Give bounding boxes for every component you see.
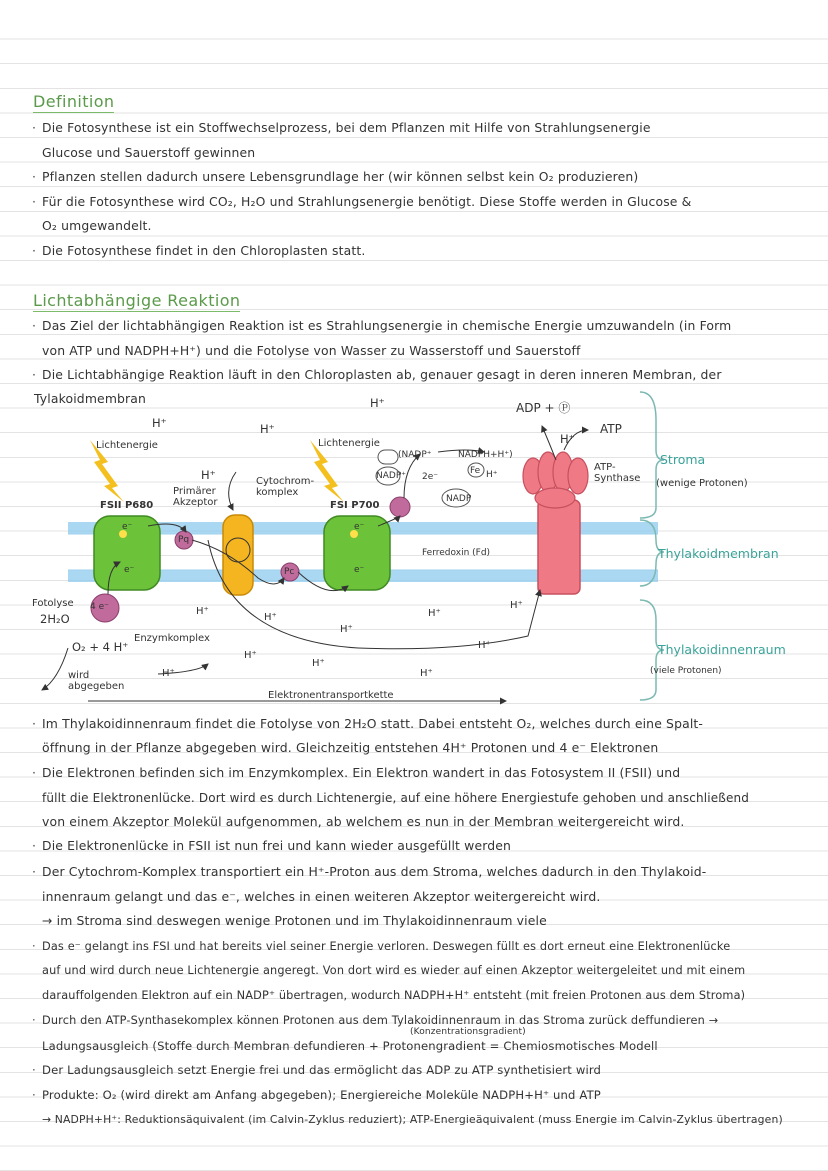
released-label: wird abgegeben — [68, 670, 125, 692]
light-line-2: von ATP und NADPH+H⁺) und die Fotolyse von Wasser zu Wasserstoff und Sauerstoff — [42, 343, 581, 358]
explain-line-1: · Im Thylakoidinnenraum findet die Fotolyse von 2H₂O statt. Dabei entsteht O₂, welches durch eine Spalt- — [34, 716, 804, 732]
h-plus-label: H⁺ — [478, 640, 491, 651]
h-plus-label: H⁺ — [340, 624, 353, 635]
nadp-ring — [378, 450, 398, 464]
explain-line-12: darauffolgenden Elektron auf ein NADP⁺ übertragen, wodurch NADPH+H⁺ entsteht (mit freien Protonen aus dem Stroma) — [42, 989, 746, 1002]
nadph-label: NADPH+H⁺) — [458, 450, 513, 460]
definition-line-3: · Pflanzen stellen dadurch unsere Lebensgrundlage her (wir können selbst kein O₂ produzieren) — [34, 169, 804, 185]
explain-line-4: füllt die Elektronenlücke. Dort wird es durch Lichtenergie, auf eine höhere Energiestufe gehoben und anschließend — [42, 791, 749, 805]
electron-label: e⁻ — [354, 522, 365, 532]
h-plus-label: H⁺ — [428, 608, 441, 619]
cytochrome-label: Cytochrom- komplex — [256, 476, 315, 498]
explain-line-9: → im Stroma sind deswegen wenige Protonen und im Thylakoidinnenraum viele — [42, 913, 547, 928]
explain-line-10: · Das e⁻ gelangt ins FSI und hat bereits viel seiner Energie verloren. Deswegen füllt es dort erneut eine Elektronenlücke — [34, 939, 804, 955]
explain-line-2: öffnung in der Pflanze abgegeben wird. Gleichzeitig entstehen 4H⁺ Protonen und 4 e⁻ Elektronen — [42, 740, 659, 755]
water-label: 2H₂O — [40, 612, 70, 626]
photosystem-1-label: FSI P700 — [330, 500, 380, 511]
explain-line-15: · Der Ladungsausgleich setzt Energie frei und das ermöglicht das ADP zu ATP synthetisiert wird — [34, 1062, 804, 1078]
explain-line-5: von einem Akzeptor Molekül aufgenommen, ab welchem es nun in der Membran weitergereicht wird. — [42, 814, 685, 829]
definition-line-5: O₂ umgewandelt. — [42, 218, 152, 233]
h-plus-label: H⁺ — [312, 658, 325, 669]
explain-line-13: · Durch den ATP-Synthasekomplex können Protonen aus dem Tylakoidinnenraum in das Stroma zurück deffundieren → — [34, 1013, 804, 1029]
nadp-oval-label: NADP — [446, 494, 472, 504]
light-line-4: Tylakoidmembran — [34, 391, 147, 406]
nadp-box-label: NADP⁺ — [376, 471, 406, 481]
proton-arrow — [229, 472, 236, 510]
o2-release-arrow — [42, 648, 68, 690]
h-plus-label: H⁺ — [264, 612, 277, 623]
four-electrons-label: 4 e⁻ — [90, 602, 109, 612]
explain-line-14: Ladungsausgleich (Stoffe durch Membran defundieren + Protonengradient = Chemiosmotisches Modell — [42, 1039, 658, 1053]
explain-line-11: auf und wird durch neue Lichtenergie angeregt. Von dort wird es wieder auf einen Akzeptor weitergeleitet und mit einem — [42, 964, 746, 977]
photosystem-2-label: FSII P680 — [100, 500, 154, 511]
lumen-label: Thylakoidinnenraum — [658, 642, 786, 657]
enzyme-complex-label: Enzymkomplex — [134, 633, 210, 644]
stroma-note: (wenige Protonen) — [656, 478, 748, 489]
lumen-note: (viele Protonen) — [650, 666, 722, 676]
light-energy-label-1: Lichtenergie — [96, 440, 158, 451]
concentration-gradient-note: (Konzentrationsgradient) — [410, 1027, 526, 1037]
h-plus-label: H⁺ — [510, 600, 523, 611]
h-plus-label: H⁺ — [244, 650, 257, 661]
light-line-1: · Das Ziel der lichtabhängigen Reaktion ist es Strahlungsenergie in chemische Energie umzuwandeln (in Form — [34, 318, 804, 334]
explain-line-6: · Die Elektronenlücke in FSII ist nun frei und kann wieder ausgefüllt werden — [34, 838, 804, 854]
ferredoxin-label: Ferredoxin (Fd) — [422, 548, 491, 558]
pc-label: Pc — [284, 567, 295, 577]
stroma-label: Stroma — [660, 452, 706, 467]
h-plus-small-label: H⁺ — [486, 470, 498, 480]
atp-synthase-label: ATP- Synthase — [594, 462, 641, 484]
h-plus-label: H⁺ — [152, 416, 167, 430]
membrane-label: Thylakoidmembran — [658, 546, 779, 561]
definition-heading: Definition — [33, 92, 115, 111]
explain-line-3: · Die Elektronen befinden sich im Enzymkomplex. Ein Elektron wandert in das Fotosystem II (FSII) und — [34, 765, 804, 781]
electron-label: e⁻ — [122, 522, 133, 532]
fe-label: Fe — [470, 466, 481, 476]
ferredoxin-shape — [390, 497, 410, 517]
h-plus-label: H⁺ — [260, 422, 275, 436]
oxygen-protons-label: O₂ + 4 H⁺ — [72, 640, 129, 654]
electron-label: e⁻ — [124, 565, 135, 575]
h-plus-label: H⁺ — [201, 468, 216, 482]
explain-line-16: · Produkte: O₂ (wird direkt am Anfang abgegeben); Energiereiche Moleküle NADPH+H⁺ und ATP — [34, 1087, 804, 1103]
h-plus-label: H⁺ — [420, 668, 433, 679]
explain-line-8: innenraum gelangt und das e⁻, welches in einen weiteren Akzeptor weitergereicht wird. — [42, 889, 601, 904]
explain-line-7: · Der Cytochrom-Komplex transportiert ein H⁺-Proton aus dem Stroma, welches dadurch in den Thylakoid- — [34, 864, 804, 880]
electron-chain-label: Elektronentransportkette — [268, 690, 394, 701]
nadp-plus-label: (NADP⁺ — [398, 450, 432, 460]
explain-line-17: → NADPH+H⁺: Reduktionsäquivalent (im Calvin-Zyklus reduziert); ATP-Energieäquivalent (muss Energie im Calvin-Zyklus übertragen) — [42, 1113, 783, 1126]
photolysis-label: Fotolyse — [32, 598, 74, 609]
h-plus-label: H⁺ — [196, 606, 209, 617]
light-line-3: · Die Lichtabhängige Reaktion läuft in den Chloroplasten ab, genauer gesagt in deren inneren Membran, der — [34, 367, 804, 383]
primary-acceptor-label: Primärer Akzeptor — [173, 486, 218, 508]
definition-line-2: Glucose und Sauerstoff gewinnen — [42, 145, 256, 160]
definition-line-1: · Die Fotosynthese ist ein Stoffwechselprozess, bei dem Pflanzen mit Hilfe von Strahlungsenergie — [34, 120, 804, 136]
light-reaction-diagram — [28, 390, 798, 705]
atp-label: ATP — [600, 422, 622, 436]
definition-line-4: · Für die Fotosynthese wird CO₂, H₂O und Strahlungsenergie benötigt. Diese Stoffe werden in Glucose & — [34, 194, 804, 210]
light-reaction-heading: Lichtabhängige Reaktion — [33, 291, 241, 310]
two-electrons-label: 2e⁻ — [422, 472, 439, 482]
lightning-icon — [310, 440, 344, 502]
adp-label: ADP + Ⓟ — [516, 401, 571, 415]
light-energy-label-2: Lichtenergie — [318, 438, 380, 449]
electron-label: e⁻ — [354, 565, 365, 575]
h-plus-label: H⁺ — [370, 396, 385, 410]
h-plus-label: H⁺ — [560, 432, 575, 446]
h-plus-label: H⁺ — [162, 668, 175, 679]
definition-line-6: · Die Fotosynthese findet in den Chloroplasten statt. — [34, 243, 804, 259]
pq-label: Pq — [178, 535, 190, 545]
